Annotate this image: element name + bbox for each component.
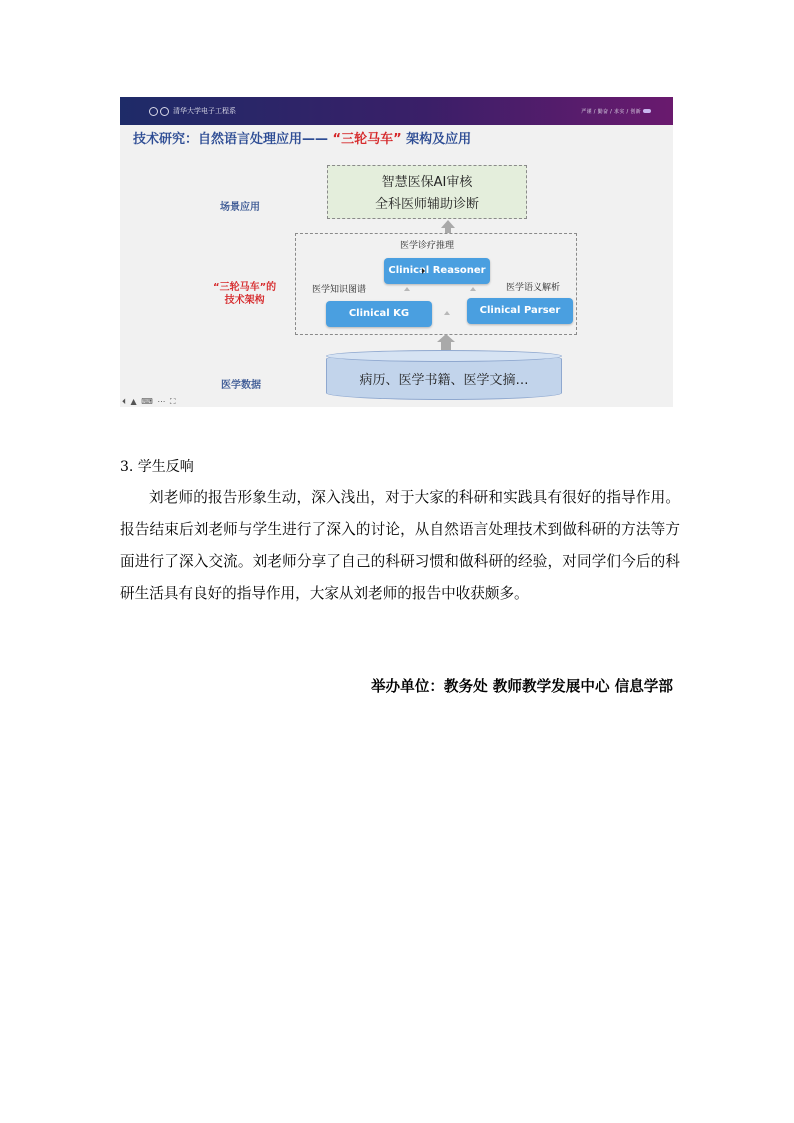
slide-title bbox=[133, 128, 471, 147]
slide-toolbar: ⏴ ▲ ⌨ ⋯ ⛶ bbox=[122, 397, 177, 406]
scene-label: 场景应用 bbox=[220, 202, 260, 213]
slide-title-prefix: 技术研究：自然语言处理应用—— bbox=[133, 132, 333, 147]
feedback-paragraph: 刘老师的报告形象生动，深入浅出，对于大家的科研和实践具有很好的指导作用。报告结束后刘老师与学生进行了深入的讨论，从自然语言处理技术到做科研的方法等方面进行了深入交流。刘老师分享了自己的科研习惯和做科研的经验，对同学们今后的科研生活具有良好的指导作用，大家从刘老师的报告中收获颇多。 bbox=[120, 489, 680, 602]
small-arrow-icon bbox=[470, 287, 476, 291]
small-arrow-icon bbox=[404, 287, 410, 291]
header-nav: 严谨 / 勤奋 / 求实 / 创新 bbox=[581, 109, 641, 115]
slide-title-suffix: 架构及应用 bbox=[401, 132, 472, 147]
department-seal-icon bbox=[160, 107, 169, 116]
small-arrow-icon bbox=[444, 311, 450, 315]
arrow-up-icon bbox=[437, 334, 455, 342]
data-label: 医学数据 bbox=[221, 380, 261, 391]
cylinder-top bbox=[326, 350, 562, 362]
architecture-label-line1: “三轮马车”的 bbox=[213, 282, 277, 293]
kg-label: 医学知识图谱 bbox=[312, 285, 367, 295]
clinical-kg-box: Clinical KG bbox=[326, 301, 432, 327]
logo-text: 清华大学电子工程系 bbox=[173, 107, 236, 115]
organizer-line: 举办单位：教务处 教师教学发展中心 信息学部 bbox=[370, 678, 673, 695]
architecture-label-line2: 技术架构 bbox=[224, 295, 265, 306]
arrow-stem bbox=[441, 342, 451, 350]
architecture-label bbox=[213, 281, 276, 307]
scene-box bbox=[327, 165, 527, 219]
university-seal-icon bbox=[149, 107, 158, 116]
medical-data-cylinder: 病历、医学书籍、医学文摘… bbox=[326, 352, 562, 400]
scene-line-1: 智慧医保AI审核 bbox=[381, 175, 473, 190]
slide-image bbox=[120, 97, 673, 407]
arrow-up-icon bbox=[441, 220, 455, 228]
section-heading: 3. 学生反响 bbox=[120, 459, 194, 475]
cursor-icon bbox=[422, 268, 425, 274]
slide-header bbox=[120, 97, 673, 125]
clinical-reasoner-box: Clinical Reasoner bbox=[384, 258, 490, 284]
reasoning-label: 医学诊疗推理 bbox=[400, 241, 455, 251]
toggle-icon bbox=[643, 109, 651, 113]
parser-label: 医学语义解析 bbox=[506, 283, 561, 293]
clinical-parser-box: Clinical Parser bbox=[467, 298, 573, 324]
scene-line-2: 全科医师辅助诊断 bbox=[374, 197, 479, 212]
slide-title-highlight: “三轮马车” bbox=[332, 132, 402, 147]
